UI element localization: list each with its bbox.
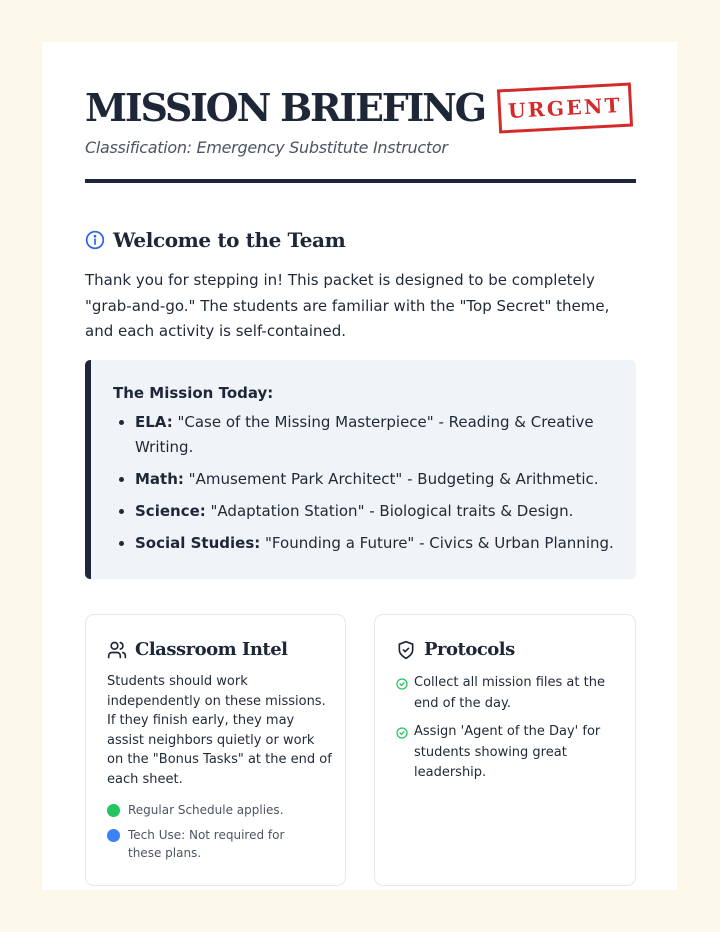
users-icon [107,640,127,660]
check-circle-icon [396,678,408,690]
list-item [135,410,616,460]
protocols-heading [396,639,515,660]
check-circle-icon [396,727,408,739]
protocols-title: Protocols [424,639,515,660]
protocols-card [374,614,636,886]
list-item [135,499,616,524]
classroom-intel-card [85,614,346,886]
subject-description: "Case of the Missing Masterpiece" - Reading & Creative Writing. [135,413,594,456]
list-item [135,531,616,556]
classification-subtitle: Classification: Emergency Substitute Instructor [85,138,448,157]
urgent-stamp: URGENT [497,83,633,134]
status-text: Regular Schedule applies. [128,803,284,817]
mission-callout [85,360,636,579]
intel-title: Classroom Intel [135,639,288,660]
page-title: MISSION BRIEFING [85,85,485,130]
info-icon [85,230,105,250]
list-item [396,722,618,784]
intel-heading [107,639,288,660]
list-item [135,467,616,492]
green-status-dot [107,804,120,817]
subject-description: "Founding a Future" - Civics & Urban Planning. [260,534,614,552]
subject-label: Math: [135,470,184,488]
subject-label: ELA: [135,413,173,431]
protocol-text: Collect all mission files at the end of the day. [414,675,605,711]
schedule-status [107,801,332,819]
blue-status-dot [107,829,120,842]
briefing-page [42,42,677,890]
tech-status [107,826,317,862]
mission-title: The Mission Today: [113,384,274,402]
list-item [396,673,618,714]
status-text: Tech Use: Not required for these plans. [128,828,285,860]
header-divider [85,179,636,183]
subject-label: Social Studies: [135,534,261,552]
protocols-list [396,673,618,792]
welcome-title: Welcome to the Team [113,228,346,252]
intel-text: Students should work independently on these missions. If they finish early, they may assist neighbors quietly or work on the "Bonus Tasks" at the end of each sheet. [107,674,332,787]
welcome-heading [85,228,345,252]
subject-description: "Amusement Park Architect" - Budgeting & Arithmetic. [183,470,599,488]
welcome-text: Thank you for stepping in! This packet is designed to be completely "grab-and-go." The students are familiar with the "Top Secret" theme, and each activity is self-contained. [85,271,610,340]
subject-description: "Adaptation Station" - Biological traits & Design. [205,502,574,520]
shield-check-icon [396,640,416,660]
mission-list [113,410,616,556]
protocol-text: Assign 'Agent of the Day' for students showing great leadership. [414,724,601,780]
subject-label: Science: [135,502,206,520]
